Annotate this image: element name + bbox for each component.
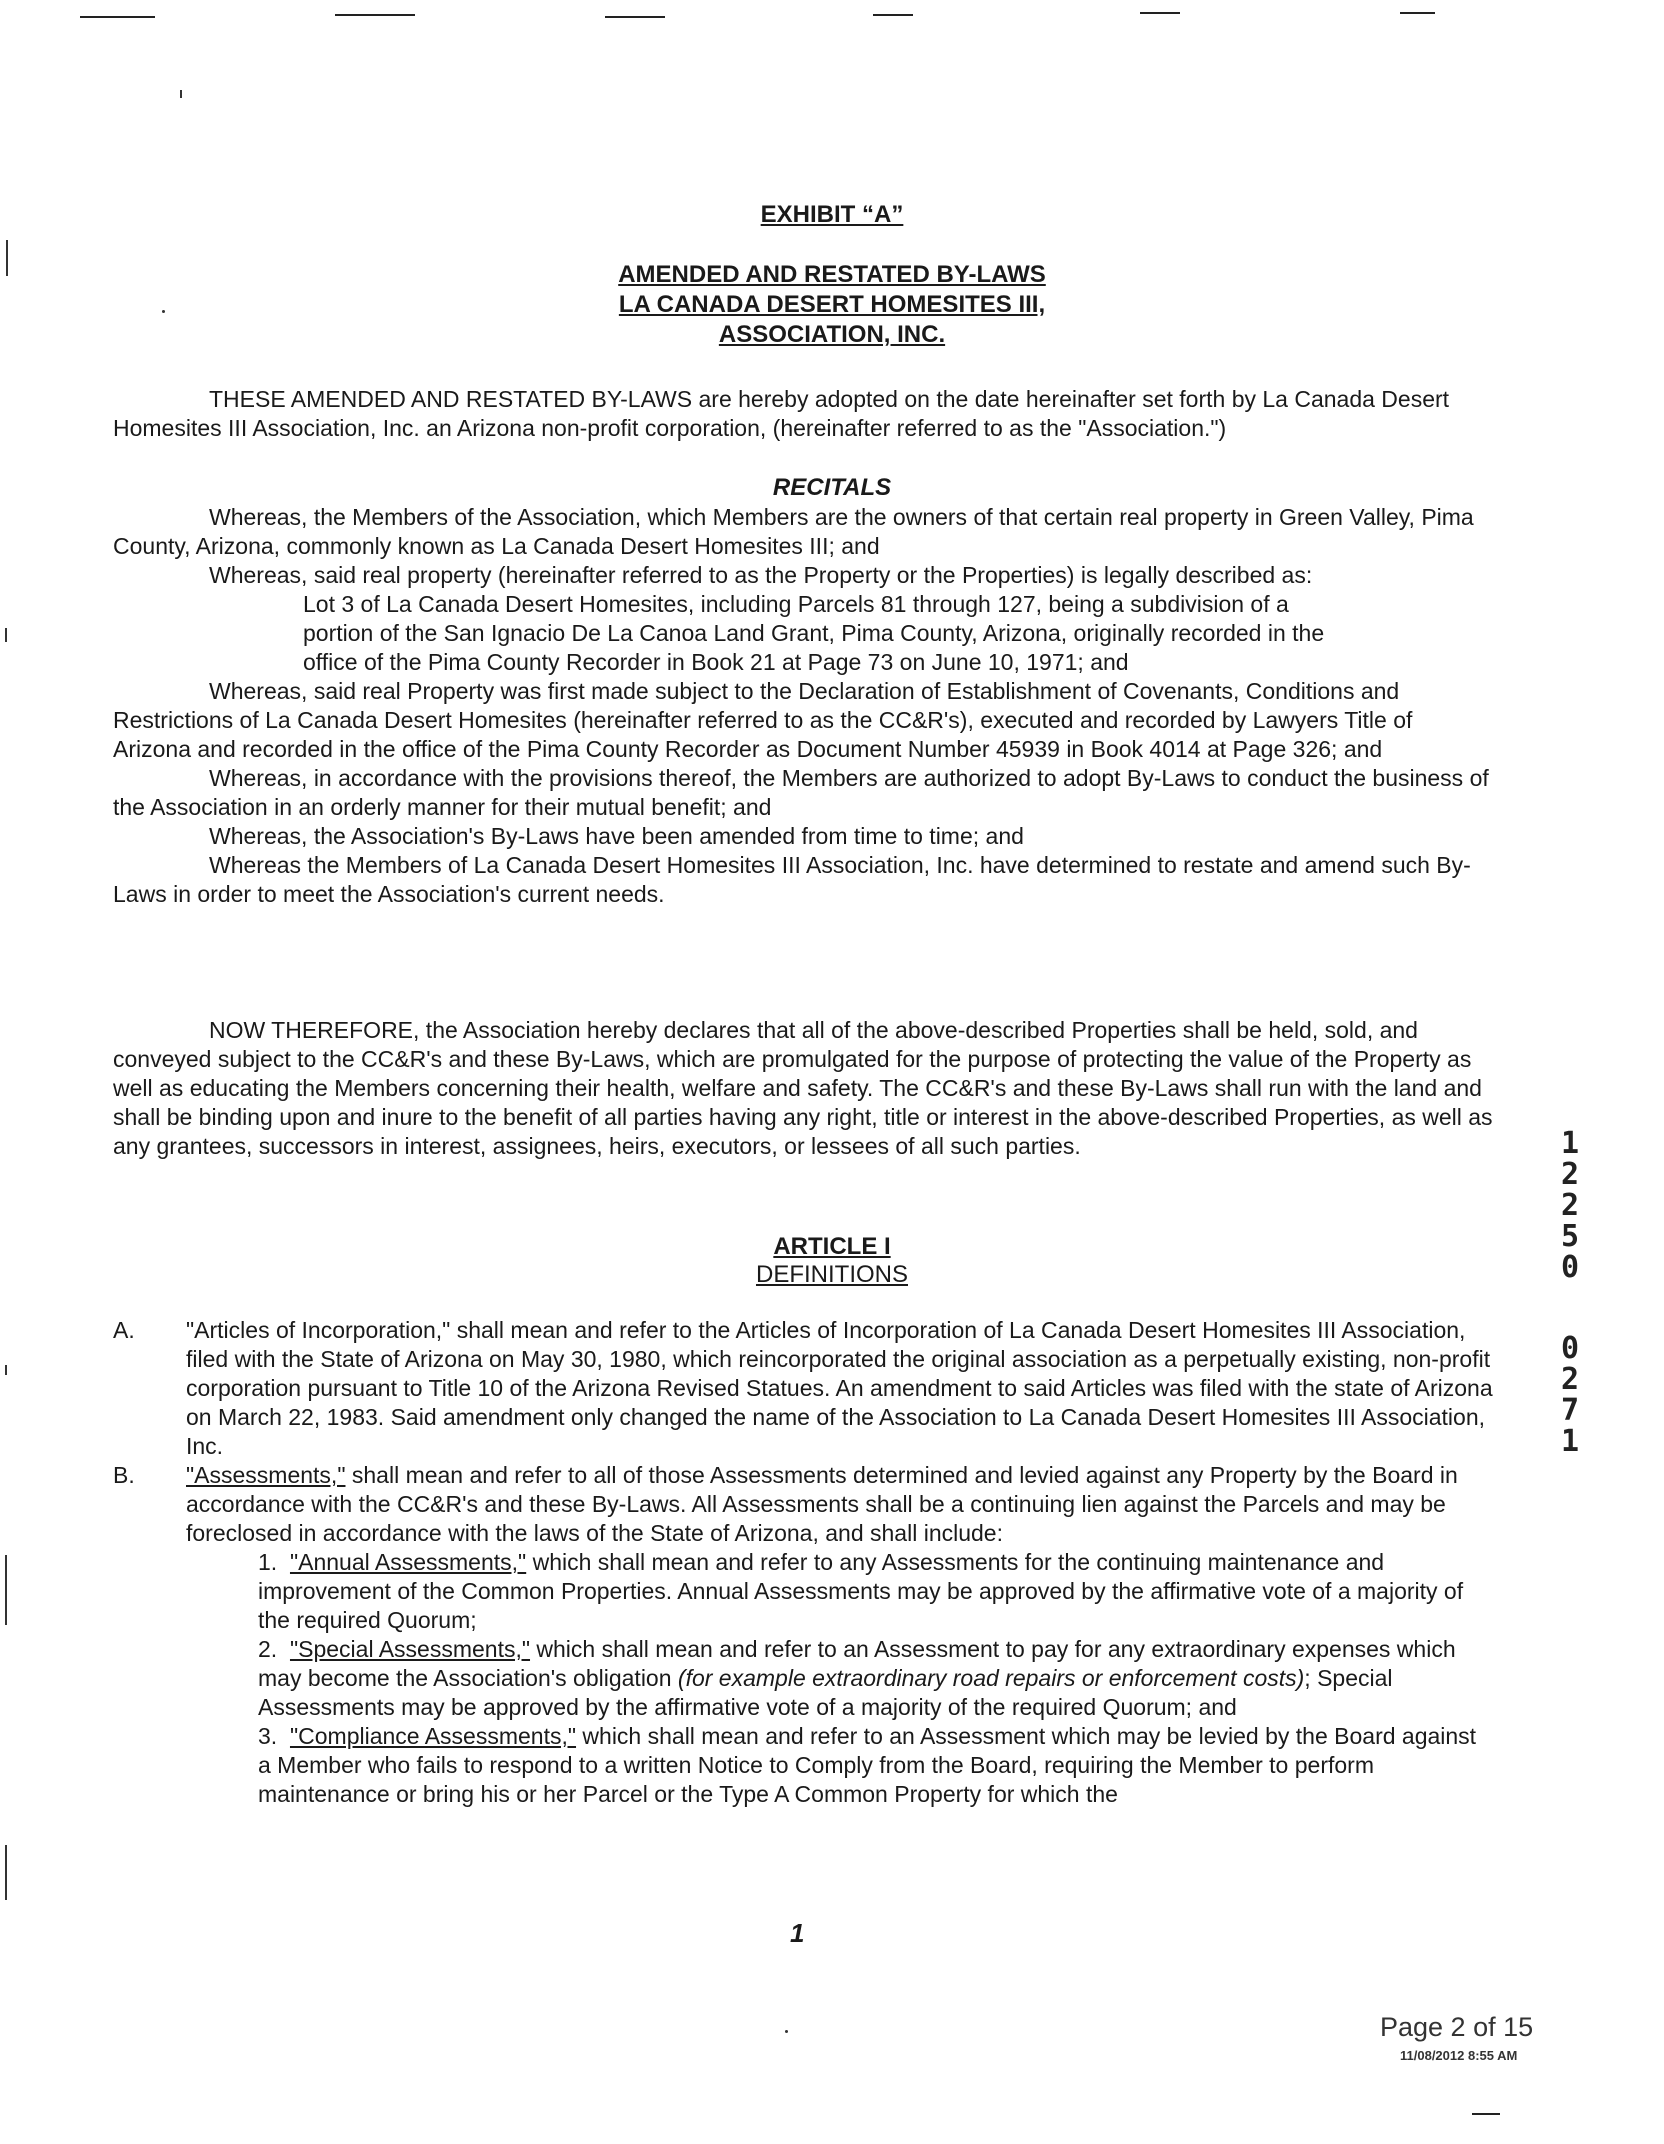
sub-definition-3 — [258, 1722, 1493, 1809]
recording-digit: 2 — [1560, 1362, 1580, 1397]
sub-number: 2. — [258, 1636, 278, 1662]
sub-definition-example: (for example extraordinary road repairs or enforcement costs) — [677, 1665, 1305, 1691]
page-of-label: Page 2 of 15 — [1380, 2012, 1534, 2042]
scan-artifact — [1400, 12, 1435, 14]
sub-number: 3. — [258, 1723, 278, 1749]
scan-artifact — [5, 1365, 7, 1375]
definition-a — [113, 1316, 1493, 1461]
scan-artifact — [1140, 12, 1180, 14]
recording-digit: 2 — [1560, 1188, 1580, 1223]
scan-artifact — [5, 1845, 7, 1900]
now-therefore-paragraph — [113, 1016, 1493, 1161]
sub-definition-body: which shall mean and refer to any Assessments for the continuing maintenance and improvement of the Common Properties. Annual Assessments may be approved by the affirmative vote of a majority of the required Quorum; — [258, 1549, 1464, 1633]
recording-digit: 2 — [1560, 1157, 1580, 1192]
definition-text: "Articles of Incorporation," shall mean and refer to the Articles of Incorporation of La Canada Desert Homesites III Association, filed with the State of Arizona on May 30, 1980, which reincorporated the original association as a perpetually existing, non-profit corporation pursuant to Title 10 of the Arizona Revised Statues. An amendment to said Articles was filed with the state of Arizona on March 22, 1983. Said amendment only changed the name of the Association to La Canada Desert Homesites III Association, Inc. — [186, 1317, 1493, 1459]
now-therefore-text: NOW THEREFORE, the Association hereby declares that all of the above-described Properties shall be held, sold, and conveyed subject to the CC&R's and these By-Laws, which are promulgated for the purpose of protecting the value of the Property as well as educating the Members concerning their health, welfare and safety. The CC&R's and these By-Laws shall run with the land and shall be binding upon and inure to the benefit of all parties having any right, title or interest in the above-described Properties, as well as any grantees, successors in interest, assignees, heirs, executors, or lessees of all such parties. — [113, 1017, 1493, 1159]
sub-definition-1 — [258, 1548, 1493, 1635]
definition-body: shall mean and refer to all of those Assessments determined and levied against any Property by the Board in accordance with the CC&R's and these By-Laws. All Assessments shall be a continuing lien against the Parcels and may be foreclosed in accordance with the laws of the State of Arizona, and shall include: — [186, 1462, 1458, 1546]
scan-artifact — [1472, 2113, 1500, 2115]
intro-text: THESE AMENDED AND RESTATED BY-LAWS are hereby adopted on the date hereinafter set forth by La Canada Desert Homesites III Association, Inc. an Arizona non-profit corporation, (hereinafter referred to as the "Association.") — [113, 386, 1450, 441]
title-line-2: LA CANADA DESERT HOMESITES III, — [618, 291, 1046, 318]
recitals-heading: RECITALS — [772, 474, 892, 501]
recital-paragraph: Whereas, the Members of the Association, which Members are the owners of that certain real property in Green Valley, Pima County, Arizona, commonly known as La Canada Desert Homesites III; and — [113, 504, 1474, 559]
definition-label: B. — [113, 1462, 135, 1488]
sub-number: 1. — [258, 1549, 278, 1575]
recording-digit: 1 — [1560, 1424, 1580, 1459]
recording-digit: 0 — [1560, 1331, 1580, 1366]
defined-term: "Special Assessments," — [289, 1636, 531, 1662]
recital-paragraph: Whereas, said real Property was first made subject to the Declaration of Establishment of Covenants, Conditions and Restrictions of La Canada Desert Homesites (hereinafter referred to as the CC&R's), executed and recorded by Lawyers Title of Arizona and recorded in the office of the Pima County Recorder as Document Number 45939 in Book 4014 at Page 326; and — [113, 678, 1413, 762]
page-number: 1 — [790, 1918, 805, 1948]
recording-digit: 5 — [1560, 1219, 1580, 1254]
title-line-1: AMENDED AND RESTATED BY-LAWS — [618, 261, 1046, 288]
defined-term: "Assessments," — [186, 1462, 346, 1488]
recitals-body — [113, 503, 1493, 909]
sub-definition-body: which shall mean and refer to an Assessment which may be levied by the Board against a Member who fails to respond to a written Notice to Comply from the Board, requiring the Member to perform maintenance or bring his or her Parcel or the Type A Common Property for which the — [258, 1723, 1477, 1807]
article-number: ARTICLE I — [773, 1233, 891, 1260]
recital-paragraph: Whereas the Members of La Canada Desert Homesites III Association, Inc. have determined to restate and amend such By-Laws in order to meet the Association's current needs. — [113, 852, 1471, 907]
title-line-3: ASSOCIATION, INC. — [718, 321, 946, 348]
scan-artifact — [180, 90, 182, 98]
definition-label: A. — [113, 1317, 135, 1343]
sub-definition-2 — [258, 1635, 1493, 1722]
defined-term: "Compliance Assessments," — [289, 1723, 577, 1749]
scan-artifact — [5, 1555, 7, 1625]
recording-number — [1550, 1128, 1590, 1457]
scan-artifact — [80, 16, 155, 18]
scan-artifact — [5, 628, 7, 642]
definition-text — [186, 1461, 1493, 1548]
intro-paragraph — [113, 385, 1493, 443]
scan-artifact — [873, 14, 913, 16]
article-name: DEFINITIONS — [755, 1261, 908, 1288]
recital-paragraph: Whereas, in accordance with the provisions thereof, the Members are authorized to adopt By-Laws to conduct the business of the Association in an orderly manner for their mutual benefit; and — [113, 765, 1489, 820]
definition-b — [113, 1461, 1493, 1809]
recording-digit: 1 — [1560, 1126, 1580, 1161]
recorded-timestamp: 11/08/2012 8:55 AM — [1400, 2048, 1518, 2063]
sub-definition-body: ; Special Assessments may be approved by the affirmative vote of a majority of the required Quorum; and — [258, 1665, 1393, 1720]
defined-term: "Annual Assessments," — [289, 1549, 527, 1575]
exhibit-heading: EXHIBIT “A” — [760, 201, 904, 228]
recording-digit: 0 — [1560, 1250, 1580, 1285]
recording-digit: 7 — [1560, 1393, 1580, 1428]
sub-definition-body: which shall mean and refer to an Assessment to pay for any extraordinary expenses which may become the Association's obligation — [258, 1636, 1456, 1691]
recital-paragraph: Whereas, said real property (hereinafter referred to as the Property or the Properties) is legally described as: — [209, 562, 1313, 588]
scan-artifact — [335, 14, 415, 16]
scan-artifact — [605, 16, 665, 18]
scan-artifact — [785, 2030, 788, 2033]
legal-description: Lot 3 of La Canada Desert Homesites, including Parcels 81 through 127, being a subdivision of a portion of the San Ignacio De La Canoa Land Grant, Pima County, Arizona, originally recorded in the office of the Pima County Recorder in Book 21 at Page 73 on June 10, 1971; and — [303, 591, 1325, 675]
recital-paragraph: Whereas, the Association's By-Laws have been amended from time to time; and — [209, 823, 1024, 849]
